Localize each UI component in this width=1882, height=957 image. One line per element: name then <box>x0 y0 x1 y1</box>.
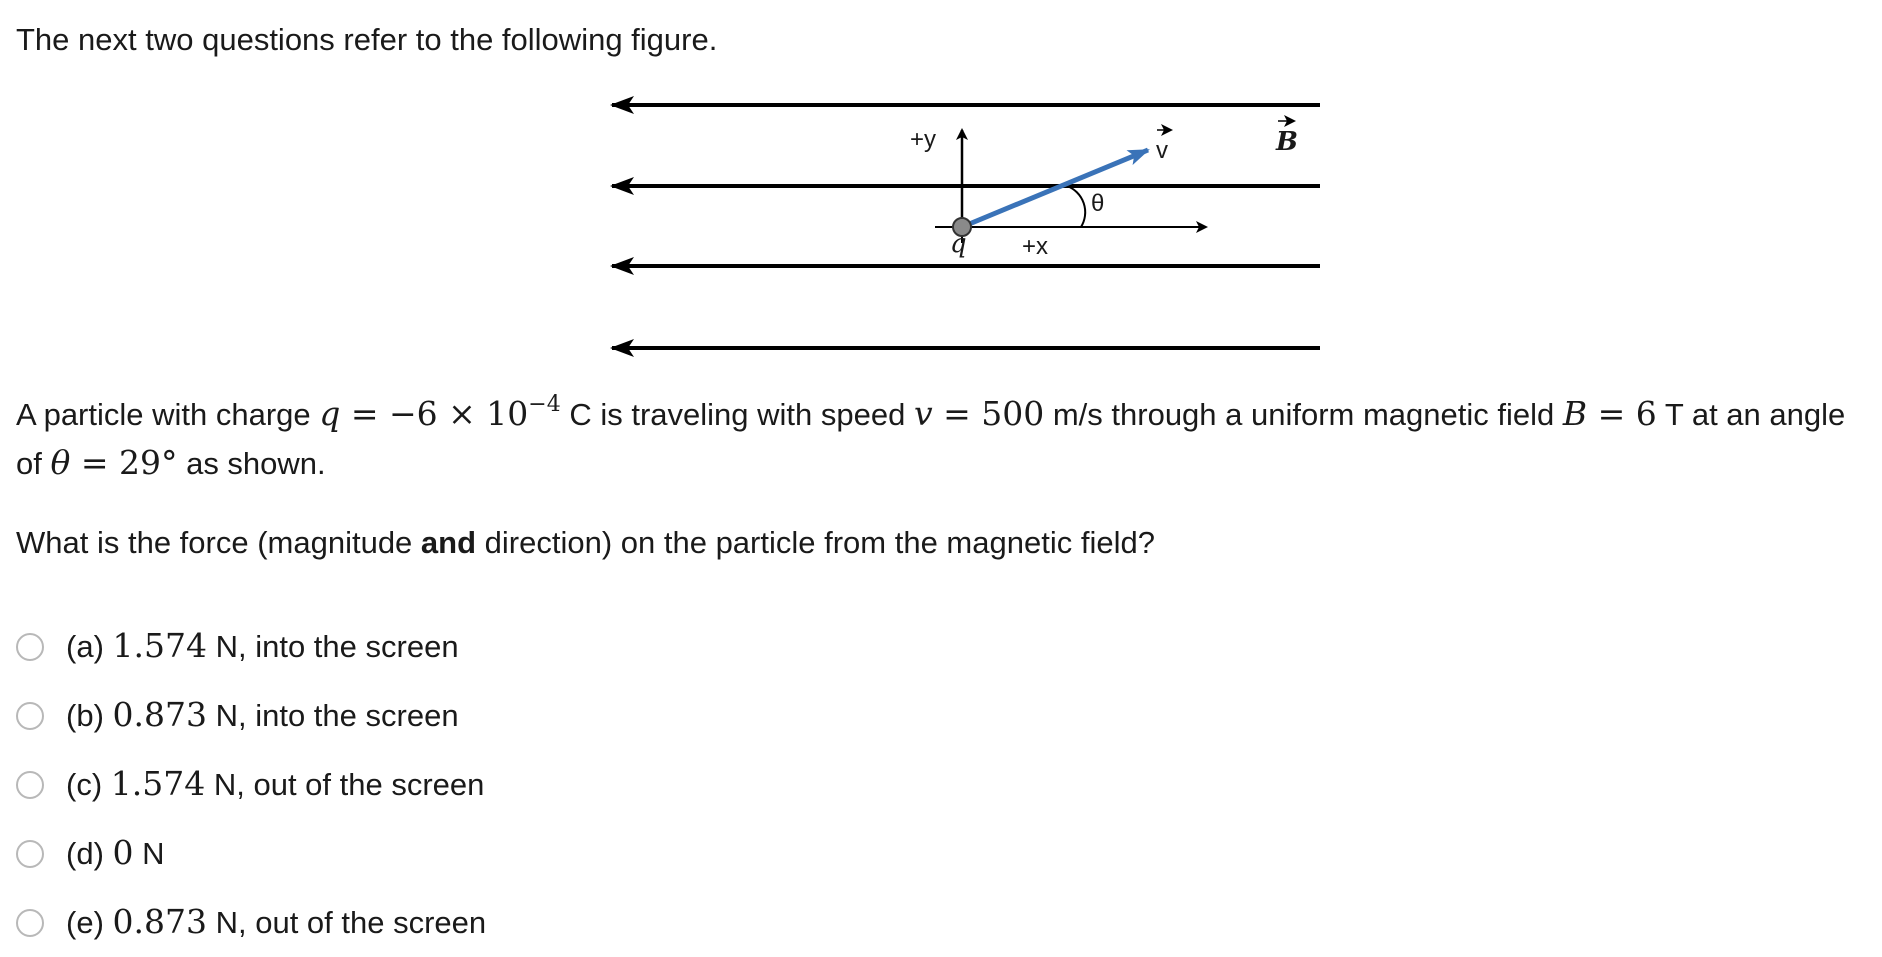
problem-statement <box>16 390 1866 488</box>
magnetic-field-figure <box>590 88 1330 368</box>
angle-expression <box>50 443 177 482</box>
figure-svg <box>590 88 1330 368</box>
choice-suffix: N, into the screen <box>206 698 459 733</box>
choice-value: 1.574 <box>110 764 206 803</box>
choice-label: (e) <box>66 905 113 940</box>
choice-a[interactable] <box>16 612 486 681</box>
choice-suffix: N, out of the screen <box>206 905 487 940</box>
choice-value: 0.873 <box>112 695 207 734</box>
charge-value: = −6 × 10 <box>340 394 529 433</box>
problem-text-1: A particle with charge <box>16 397 320 432</box>
label-q: q <box>950 229 967 259</box>
radio-button[interactable] <box>16 840 44 868</box>
q-variable: q <box>319 394 341 433</box>
choice-e[interactable] <box>16 888 486 957</box>
question-pre: What is the force (magnitude <box>16 525 421 560</box>
label-v: v <box>1156 137 1168 164</box>
problem-text-4: T at an angle of <box>16 397 1846 481</box>
choice-b-text <box>66 695 459 736</box>
speed-value: = 500 <box>932 394 1045 433</box>
question-bold: and <box>420 525 477 560</box>
radio-button[interactable] <box>16 702 44 730</box>
choice-suffix: N, out of the screen <box>205 767 485 802</box>
choice-c[interactable] <box>16 750 486 819</box>
problem-text-3: m/s through a uniform magnetic field <box>1044 397 1563 432</box>
radio-button[interactable] <box>16 633 44 661</box>
choice-value: 0.873 <box>112 902 207 941</box>
choice-suffix: N <box>133 836 165 871</box>
theta-arc <box>1067 186 1085 227</box>
choice-value: 0 <box>112 833 134 872</box>
label-v-group <box>1156 130 1171 164</box>
label-plus-x: +x <box>1022 233 1049 260</box>
label-B: B <box>1276 127 1298 157</box>
intro-text: The next two questions refer to the following figure. <box>16 22 718 57</box>
problem-text-5: as shown. <box>177 446 326 481</box>
label-plus-y: +y <box>910 126 937 153</box>
choice-suffix: N, into the screen <box>206 629 459 664</box>
choice-d-text <box>66 833 165 874</box>
question-text <box>16 523 1155 563</box>
choice-e-text <box>66 902 486 943</box>
choice-b[interactable] <box>16 681 486 750</box>
charge-exponent: −4 <box>528 392 561 417</box>
choice-c-text <box>66 764 484 805</box>
choice-label: (a) <box>66 629 113 664</box>
theta-variable: θ <box>50 443 71 482</box>
velocity-vector <box>962 150 1148 227</box>
choice-d[interactable] <box>16 819 486 888</box>
label-theta: θ <box>1091 190 1105 217</box>
choice-label: (d) <box>66 836 113 871</box>
field-value: = 6 <box>1587 394 1657 433</box>
charge-expression <box>319 394 560 433</box>
v-variable: v <box>913 394 933 433</box>
speed-expression <box>914 394 1044 433</box>
answer-choices <box>16 612 486 957</box>
choice-value: 1.574 <box>112 626 207 665</box>
label-B-group <box>1275 121 1298 157</box>
field-expression <box>1563 394 1657 433</box>
radio-button[interactable] <box>16 909 44 937</box>
choice-label: (c) <box>66 767 111 802</box>
radio-button[interactable] <box>16 771 44 799</box>
choice-label: (b) <box>66 698 113 733</box>
B-variable: B <box>1562 394 1588 433</box>
problem-text-2: C is traveling with speed <box>560 397 914 432</box>
question-post: direction) on the particle from the magnetic field? <box>476 525 1155 560</box>
angle-value: = 29° <box>70 443 178 482</box>
choice-a-text <box>66 626 459 667</box>
